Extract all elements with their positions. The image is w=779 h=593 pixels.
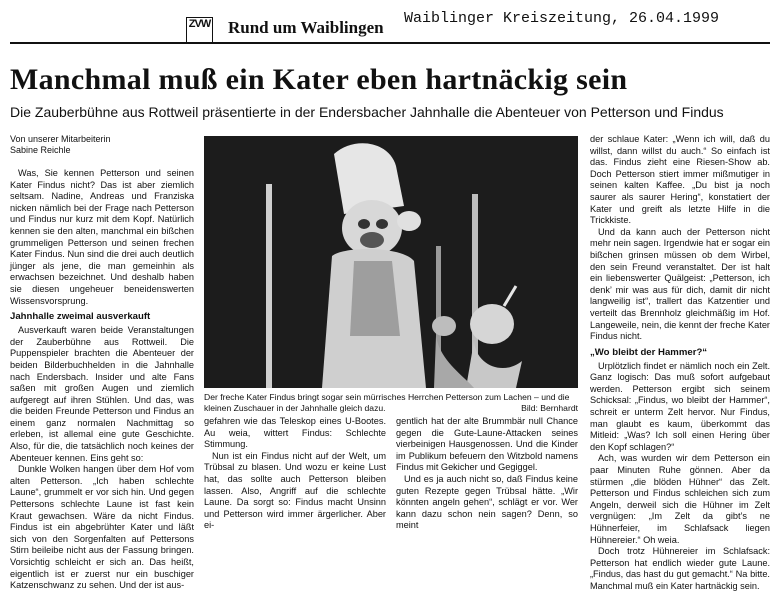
paragraph: Und da kann auch der Petterson nicht mehr nein sagen. Irgendwie hat er sogar ein bißchen grinsen müssen ob dem Wirbel, den sein Freund veranstaltet. Der ist halt ein liebenswerter Quälgeist: „Petterson, ich denk’ mir was aus für dich, damit dir nicht langweilig ist“, trallert das Katzentier und verteilt das Brennholz gleichmäßig im Hof. Langeweile, nein, die kennt der freche Kater Findus nicht.: [590, 226, 770, 342]
article-column-4: [590, 134, 770, 593]
newspaper-date: Waiblinger Kreiszeitung, 26.04.1999: [404, 10, 720, 27]
paragraph: Was, Sie kennen Petterson und seinen Kater Findus nicht? Das ist aber ziemlich seltsam. Nadine, Andreas und Franziska nicken nämlich bei der Frage nach Petterson und Findus nur kurz mit dem Kopf. Natürlich kennen sie den alten, manchmal ein bißchen grummeligen Petterson und seinen frechen Kater Findus. Nun sind die drei auch deutlich jünger als jene, die man gemeinhin als erwachsen bezeichnet. Und deshalb haben sie diesen ungeheuer beneidenswerten Wissensvorsprung.: [10, 168, 194, 306]
paragraph: Und es ja auch nicht so, daß Findus keine guten Rezepte gegen Trübsal hätte. „Wir könnten angeln gehen“, schlägt er vor. Wer kann dazu schon nein sagen? Denn, so meint: [396, 473, 578, 531]
article-photo: [204, 136, 578, 388]
caption-text: Der freche Kater Findus bringt sogar sein mürrisches Herrchen Petterson zum Lachen – und die kleinen Zuschauer in der Jahnhalle gleich dazu.: [204, 392, 570, 413]
subheading: „Wo bleibt der Hammer?“: [590, 346, 708, 358]
photo-credit: Bild: Bernhardt: [521, 402, 578, 413]
byline-role: Von unserer Mitarbeiterin: [10, 134, 111, 144]
subheading: Jahnhalle zweimal ausverkauft: [10, 311, 151, 323]
article-column-3: [396, 416, 578, 532]
article-column-1: [10, 168, 194, 592]
paragraph: Nun ist ein Findus nicht auf der Welt, um Trübsal zu blasen. Und wozu er keine Lust hat, das sollte auch Petterson bleiben lassen. Also, Angriff auf die schlechte Laune. Da sorgt so: Findus macht Unsinn und Petterson wird immer ärgerlicher. Aber ei-: [204, 450, 386, 531]
photo-caption: [204, 392, 578, 413]
byline: [10, 134, 111, 156]
paragraph: gefahren wie das Teleskop eines U-Bootes. Au weia, wittert Findus: Schlechte Stimmung.: [204, 416, 386, 450]
paragraph: Dunkle Wolken hangen über dem Hof vom alten Petterson. „Ich haben schlechte Laune“, grummelt er vor sich hin. Und gegen Pettersons schlechte Laune ist fast kein Kraut gewachsen. Wäre da nicht Findus. Findus ist ein abgebrühter Kater und läßt sich von den Sorgenfalten auf Pettersons Stirn beileibe nicht aus der Fassung bringen. Vorsichtig schleicht er sich an. Das heißt, eigentlich ist er zuerst nur ein buschiger Katzenschwanz zu sehen. Und der ist aus-: [10, 464, 194, 591]
paragraph: Ausverkauft waren beide Veranstaltungen der Zauberbühne aus Rottweil. Die Puppenspieler brachten die Abenteuer der beiden Bilderbuchhelden in die Jahnhalle nach Endersbach. Insider und alte Fans saßen mit großen Augen und ziemlich aufgeregt auf ihren Stühlen. Und das, was die beiden Freunde Petterson und Findus an einem ganz normalen Nachmittag so erleben, ist allemal eine gute Geschichte. Also, für die, die tatsächlich noch keines der Abenteuer kennen. Eins geht so:: [10, 325, 194, 463]
paragraph: Ach, was wurden wir dem Petterson ein paar Minuten Ruhe gönnen. Aber da stürmen „die blöden Hühner“ das Zelt. Petterson und Findus schleichen sich zum Angeln, derweil sich die Hühner im Zelt vergnügen: „Im Zelt da gibt’s ne Hühnerfeier, im Schlafsack liegen Hühnereier.“ Oh weia.: [590, 453, 770, 545]
section-title: Rund um Waiblingen: [228, 18, 384, 37]
header-rule: [10, 42, 770, 44]
puppet-photo-illustration: [204, 136, 578, 388]
paragraph: gentlich hat der alte Brummbär null Chance gegen die Gute-Laune-Attacken seines vierbeinigen Hausgenossen. Und die Kinder im Publikum befeuern den Witzbold namens Findus mit Gekicher und Gegiggel.: [396, 416, 578, 473]
byline-author: Sabine Reichle: [10, 145, 71, 155]
article-subheadline: Die Zauberbühne aus Rottweil präsentierte in der Endersbacher Jahnhalle die Abenteuer von Petterson und Findus: [10, 104, 724, 120]
newspaper-logo: ZVW: [188, 18, 211, 30]
article-headline: Manchmal muß ein Kater eben hartnäckig sein: [10, 63, 628, 96]
paragraph: der schlaue Kater: „Wenn ich will, daß du willst, dann willst du auch.“ So einfach ist das. Findus zieht eine Riesen-Show ab. Doch Petterson stiert immer mißmutiger in seinen kalten Kaffee. „Du bist ja noch saurer als saurer Hering“, konstatiert der Kater und greift als letzte Hilfe in die Trickkiste.: [590, 134, 770, 226]
paragraph: Urplötzlich findet er nämlich noch ein Zelt. Ganz logisch: Das muß sofort aufgebaut werden. Petterson ergibt sich seinem Schicksal: „Findus, wo bleibt der Hammer“, schreit er unterm Zelt hervor. Nur Findus, man glaubt es kaum, überkommt das Mitleid: „Was? Ich soll einen Hering über den Kopf schlagen?“: [590, 360, 770, 452]
paragraph: Doch trotz Hühnereier im Schlafsack: Petterson hat endlich wieder gute Laune. „Findus, das hast du gut gemacht.“ Na bitte. Manchmal muß ein Kater hartnäckig sein.: [590, 546, 770, 591]
article-column-2: [204, 416, 386, 532]
